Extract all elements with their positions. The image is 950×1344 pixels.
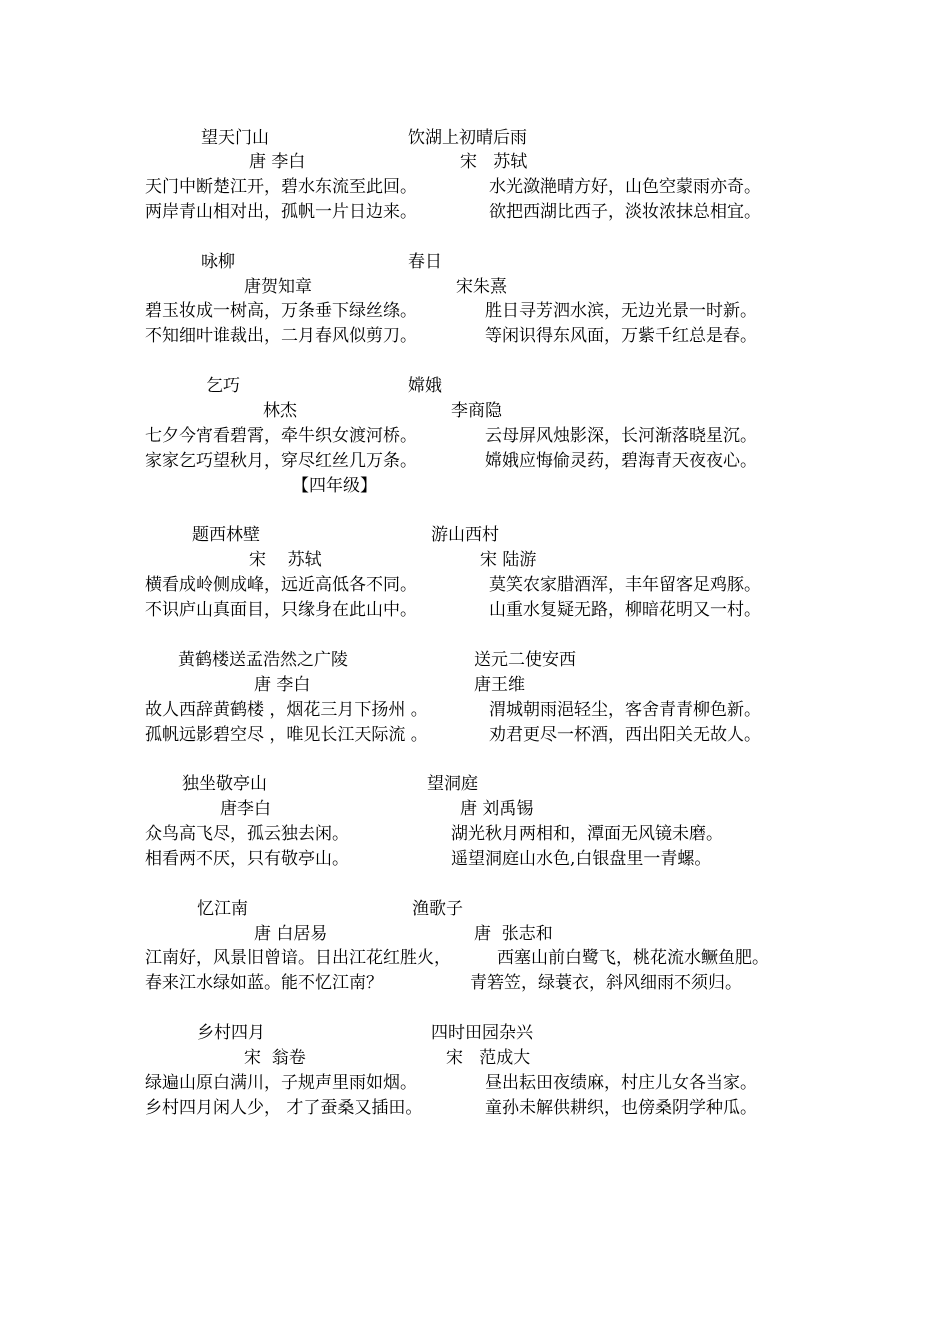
poem-title: 饮湖上初晴后雨 [408,128,527,148]
poem-title: 春日 [408,252,442,272]
poem-title: 独坐敬亭山 [182,774,267,794]
poem-line: 欲把西湖比西子，淡妆浓抹总相宜。 [489,202,761,222]
poem-title: 黄鹤楼送孟浩然之广陵 [178,650,348,670]
poem-author: 唐李白 [220,799,271,819]
poem-line: 劝君更尽一杯酒，西出阳关无故人。 [489,725,761,745]
poem-author: 宋 陆游 [480,550,537,570]
grade-heading: 【四年级】 [292,476,377,496]
poem-author: 唐贺知章 [244,277,312,297]
poem-line: 童孙未解供耕织，也傍桑阴学种瓜。 [485,1098,757,1118]
poem-author: 唐 李白 [249,152,306,172]
poem-line: 云母屏风烛影深，长河渐落晓星沉。 [485,426,757,446]
poem-line: 碧玉妆成一树高，万条垂下绿丝绦。 [145,301,417,321]
poem-line: 渭城朝雨浥轻尘，客舍青青柳色新。 [489,700,761,720]
poem-line: 不识庐山真面目，只缘身在此山中。 [145,600,417,620]
poem-line: 不知细叶谁裁出，二月春风似剪刀。 [145,326,417,346]
poem-title: 望洞庭 [427,774,478,794]
poem-line: 湖光秋月两相和，潭面无风镜未磨。 [451,824,723,844]
poem-line: 嫦娥应悔偷灵药，碧海青天夜夜心。 [485,451,757,471]
poem-line: 春来江水绿如蓝。能不忆江南？ [145,973,383,993]
poem-line: 孤帆远影碧空尽 ，唯见长江天际流 。 [145,725,428,745]
poem-line: 横看成岭侧成峰，远近高低各不同。 [145,575,417,595]
poem-line: 天门中断楚江开，碧水东流至此回。 [145,177,417,197]
poem-title: 忆江南 [197,899,248,919]
poem-line: 胜日寻芳泗水滨，无边光景一时新。 [485,301,757,321]
poem-line: 七夕今宵看碧霄，牵牛织女渡河桥。 [145,426,417,446]
poem-author: 唐 白居易 [254,924,328,944]
poem-line: 昼出耘田夜绩麻，村庄儿女各当家。 [485,1073,757,1093]
poem-title: 题西林壁 [192,525,260,545]
poem-title: 游山西村 [431,525,499,545]
poem-author: 宋 翁卷 [244,1048,306,1068]
poem-line: 水光潋滟晴方好，山色空蒙雨亦奇。 [489,177,761,197]
poem-line: 山重水复疑无路，柳暗花明又一村。 [489,600,761,620]
poem-line: 青箬笠，绿蓑衣，斜风细雨不须归。 [470,973,742,993]
poem-title: 望天门山 [201,128,269,148]
poem-author: 唐王维 [474,675,525,695]
poem-line: 两岸青山相对出，孤帆一片日边来。 [145,202,417,222]
poem-author: 宋 范成大 [446,1048,531,1068]
poem-title: 送元二使安西 [474,650,576,670]
poem-line: 遥望洞庭山水色,白银盘里一青螺。 [451,849,712,869]
poem-author: 宋 苏轼 [249,550,322,570]
poem-title: 乡村四月 [197,1023,265,1043]
poem-author: 宋 苏轼 [460,152,528,172]
poem-line: 绿遍山原白满川，子规声里雨如烟。 [145,1073,417,1093]
poem-line: 相看两不厌，只有敬亭山。 [145,849,349,869]
poem-title: 乞巧 [206,376,240,396]
poem-line: 故人西辞黄鹤楼 ，烟花三月下扬州 。 [145,700,428,720]
poem-line: 江南好，风景旧曾谙。日出江花红胜火， [145,948,451,968]
poem-line: 乡村四月闲人少， 才了蚕桑又插田。 [145,1098,423,1118]
poem-line: 等闲识得东风面，万紫千红总是春。 [485,326,757,346]
poem-title: 渔歌子 [412,899,463,919]
poem-title: 咏柳 [201,252,235,272]
poem-author: 宋朱熹 [456,277,507,297]
poem-author: 唐 张志和 [474,924,553,944]
poem-author: 唐 刘禹锡 [460,799,534,819]
poem-line: 家家乞巧望秋月，穿尽红丝几万条。 [145,451,417,471]
poem-title: 四时田园杂兴 [431,1023,533,1043]
poem-line: 众鸟高飞尽，孤云独去闲。 [145,824,349,844]
poem-author: 李商隐 [451,401,502,421]
poem-title: 嫦娥 [408,376,442,396]
poem-line: 莫笑农家腊酒浑，丰年留客足鸡豚。 [489,575,761,595]
poem-line: 西塞山前白鹭飞，桃花流水鳜鱼肥。 [497,948,769,968]
poem-author: 林杰 [263,401,297,421]
poem-author: 唐 李白 [254,675,311,695]
